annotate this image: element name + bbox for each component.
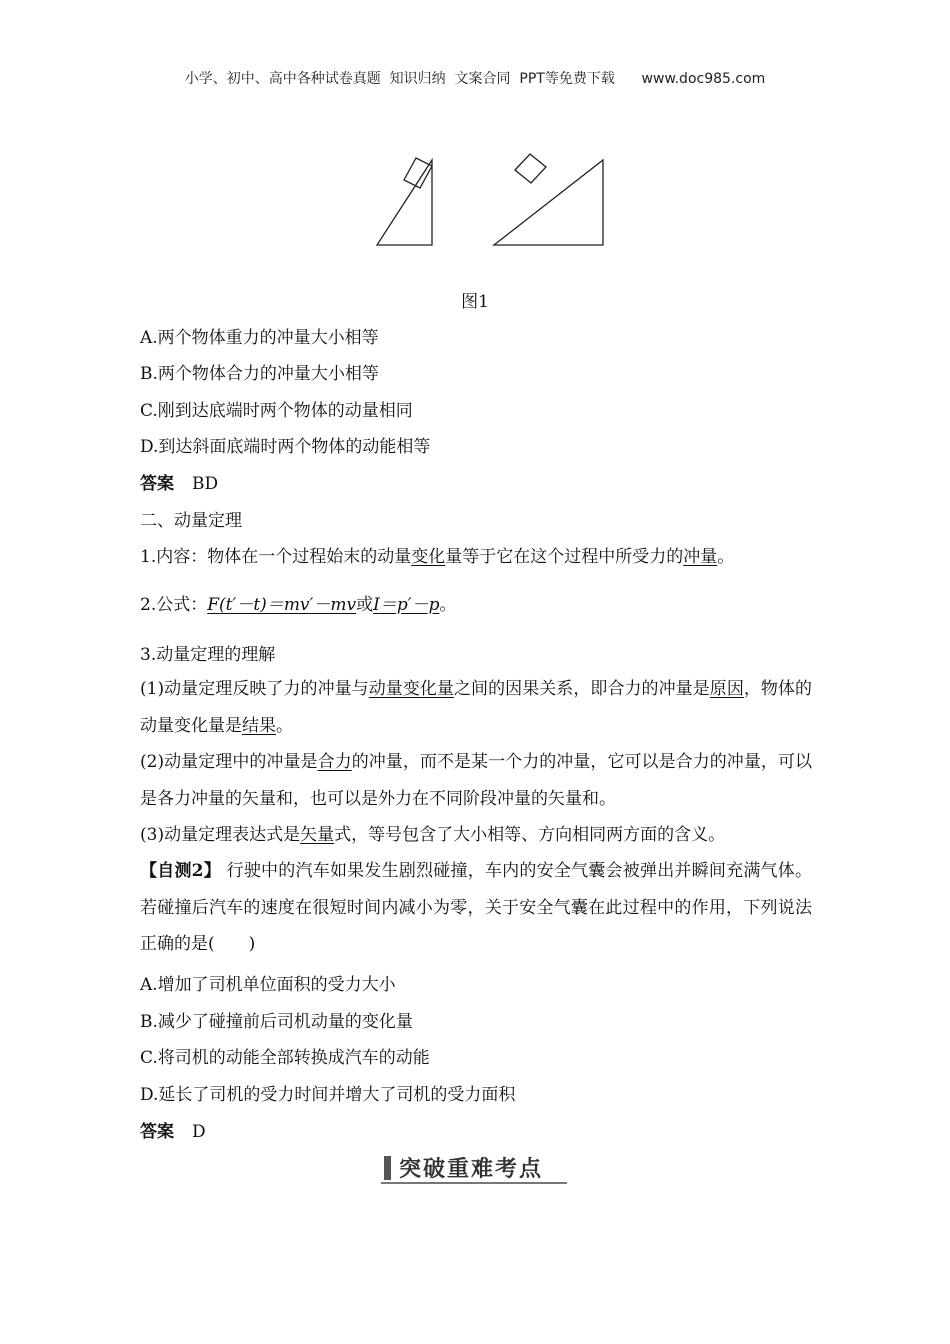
text: 式，等号包含了大小相等、方向相同两方面的含义。 [334, 825, 726, 845]
q1-option-c: C.刚到达底端时两个物体的动量相同 [140, 401, 413, 421]
answer-label: 答案 [140, 474, 174, 494]
text: (2)动量定理中的冲量是 [140, 752, 318, 772]
text: (1)动量定理反映了力的冲量与 [140, 679, 369, 699]
content-item [140, 542, 734, 567]
steep-incline [377, 158, 432, 245]
text: 。 [276, 715, 293, 736]
text: 2.公式： [140, 595, 208, 615]
q2-option-c: C.将司机的动能全部转换成汽车的动能 [140, 1048, 430, 1068]
gentle-incline [494, 154, 603, 245]
subheading: 3.动量定理的理解 [140, 645, 276, 665]
section-banner [381, 1152, 567, 1184]
underlined-term: 原因 [709, 679, 744, 699]
page-header: 小学、初中、高中各种试卷真题 知识归纳 文案合同 PPT等免费下载 www.doc985.com [184, 71, 766, 87]
answer-label: 答案 [140, 1122, 174, 1142]
q2-option-b: B.减少了碰撞前后司机动量的变化量 [140, 1012, 413, 1032]
q1-option-d: D.到达斜面底端时两个物体的动能相等 [140, 437, 431, 457]
text: ，物体的动量变化量是 [140, 679, 813, 736]
question-label: 【自测2】 [140, 861, 221, 881]
underlined-term: 结果 [242, 715, 276, 736]
text: 或 [356, 595, 374, 615]
q1-answer [140, 469, 218, 494]
question-2-stem [140, 853, 812, 963]
banner-title: 突破重难考点 [399, 1157, 544, 1182]
underlined-term: 合力 [317, 752, 352, 772]
text: 的冲量，而不是某一个力的冲量，它可以是合力的冲量，可以是各力冲量的矢量和，也可以是外力在不同阶段冲量的矢量和。 [140, 752, 813, 809]
question-text: 行驶中的汽车如果发生剧烈碰撞，车内的安全气囊会被弹出并瞬间充满气体。若碰撞后汽车的速度在很短时间内减小为零，关于安全气囊在此过程中的作用，下列说法正确的是( ) [140, 861, 812, 954]
formula-item [140, 590, 456, 615]
formula-underlined: F(t′－t)＝mv′－mv [207, 595, 357, 615]
section-heading: 二、动量定理 [140, 511, 242, 531]
underlined-term: 动量变化量 [368, 679, 454, 699]
text: (3)动量定理表达式是 [140, 825, 301, 845]
paragraph-1 [140, 671, 812, 744]
figure-caption: 图1 [461, 292, 489, 312]
q1-option-a: A.两个物体重力的冲量大小相等 [140, 328, 379, 348]
text: 。 [717, 547, 735, 567]
text: 量等于它在这个过程中所受力的 [445, 547, 684, 567]
underlined-term: 冲量 [683, 547, 718, 567]
q2-answer [140, 1117, 206, 1142]
q2-option-d: D.延长了司机的受力时间并增大了司机的受力面积 [140, 1085, 516, 1105]
q2-option-a: A.增加了司机单位面积的受力大小 [140, 975, 396, 995]
inclined-planes-figure [370, 150, 610, 250]
text: 1.内容：物体在一个过程始末的动量 [140, 547, 412, 567]
underlined-term: 矢量 [300, 825, 335, 845]
paragraph-2 [140, 744, 812, 817]
answer-value: D [192, 1122, 206, 1142]
text: 之间的因果关系，即合力的冲量是 [454, 679, 710, 699]
text: 。 [439, 595, 457, 615]
q1-option-b: B.两个物体合力的冲量大小相等 [140, 364, 379, 384]
underlined-term: 变化 [411, 547, 446, 567]
banner-bar [384, 1156, 391, 1180]
formula-underlined: I＝p′－p [373, 595, 440, 615]
answer-value: BD [192, 474, 219, 494]
paragraph-3 [140, 817, 812, 854]
